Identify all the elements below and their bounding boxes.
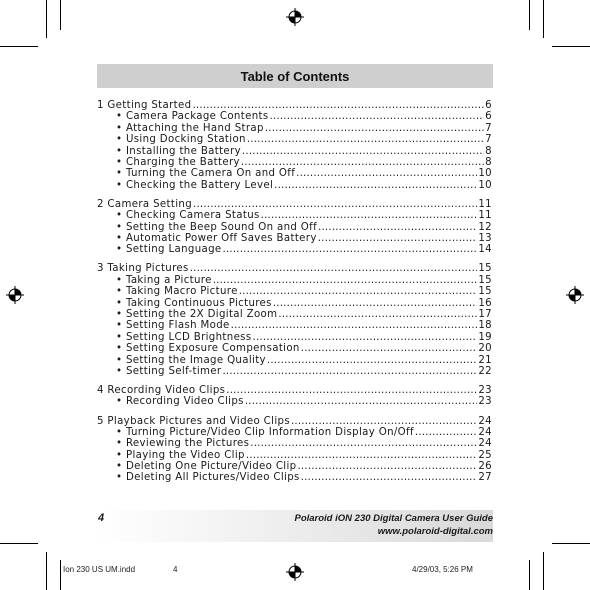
leader-dots <box>273 298 477 309</box>
toc-entry <box>97 438 492 449</box>
toc-entry-page: 11 <box>478 210 492 222</box>
crop-mark-bottom-left-inner-v <box>60 560 61 590</box>
slug-filename: Ion 230 US UM.indd <box>63 565 136 574</box>
registration-mark-icon <box>286 8 304 26</box>
toc-entry-label: • Setting Language <box>116 244 222 256</box>
toc-entry-page: 23 <box>478 396 492 408</box>
leader-dots <box>415 427 477 438</box>
leader-dots <box>301 343 478 354</box>
leader-dots <box>318 233 478 244</box>
toc-entry-page: 8 <box>485 156 492 168</box>
toc-entry-label: • Checking Camera Status <box>116 210 260 222</box>
toc-entry <box>97 396 492 407</box>
leader-dots <box>247 134 484 145</box>
toc-entry-label: • Checking the Battery Level <box>116 179 274 191</box>
leader-dots <box>192 100 484 111</box>
toc-section <box>97 100 492 191</box>
toc-entry <box>97 309 492 320</box>
toc-section <box>97 199 492 256</box>
toc-entry-page: 14 <box>478 244 492 256</box>
toc-entry-page: 26 <box>478 461 492 473</box>
toc-chapter <box>97 416 492 427</box>
toc-entry-page: 16 <box>478 297 492 309</box>
toc-entry <box>97 157 492 168</box>
toc-entry <box>97 286 492 297</box>
leader-dots <box>265 123 484 134</box>
toc-entry <box>97 222 492 233</box>
table-of-contents <box>97 100 492 492</box>
toc-entry <box>97 123 492 134</box>
toc-entry-label: • Attaching the Hand Strap <box>116 122 264 134</box>
toc-entry-page: 10 <box>478 179 492 191</box>
toc-entry-label: • Camera Package Contents <box>116 111 269 123</box>
crop-mark-bottom-left-vertical <box>46 552 47 590</box>
leader-dots <box>222 366 477 377</box>
toc-entry-page: 21 <box>478 354 492 366</box>
leader-dots <box>246 450 477 461</box>
toc-entry-label: • Deleting One Picture/Video Clip <box>116 461 297 473</box>
toc-entry <box>97 332 492 343</box>
toc-entry-label: • Setting the Beep Sound On and Off <box>116 221 318 233</box>
leader-dots <box>274 180 477 191</box>
toc-entry-page: 6 <box>485 111 492 123</box>
leader-dots <box>226 385 477 396</box>
toc-entry-label: • Turning the Camera On and Off <box>116 168 296 180</box>
registration-mark-icon <box>286 563 304 581</box>
leader-dots <box>291 416 477 427</box>
toc-entry <box>97 210 492 221</box>
toc-chapter-label: 4 Recording Video Clips <box>97 385 226 397</box>
toc-chapter-label: 3 Taking Pictures <box>97 263 189 275</box>
leader-dots <box>239 286 478 297</box>
toc-entry-label: • Taking Continuous Pictures <box>116 297 272 309</box>
crop-mark-top-left-horizontal <box>0 46 38 47</box>
page-number: 4 <box>98 512 105 524</box>
toc-chapter <box>97 199 492 210</box>
toc-chapter <box>97 385 492 396</box>
leader-dots <box>318 222 477 233</box>
toc-chapter <box>97 100 492 111</box>
toc-entry <box>97 244 492 255</box>
leader-dots <box>261 210 478 221</box>
toc-entry-label: • Turning Picture/Video Clip Information Display On/Off <box>116 426 414 438</box>
toc-entry-label: • Installing the Battery <box>116 145 241 157</box>
leader-dots <box>193 199 477 210</box>
leader-dots <box>245 396 478 407</box>
leader-dots <box>231 320 478 331</box>
toc-entry <box>97 343 492 354</box>
leader-dots <box>267 355 477 366</box>
leader-dots <box>278 309 477 320</box>
crop-mark-bottom-right-inner-v <box>529 560 530 590</box>
toc-entry-label: • Automatic Power Off Saves Battery <box>116 232 317 244</box>
toc-entry <box>97 134 492 145</box>
leader-dots <box>241 157 484 168</box>
toc-entry-page: 7 <box>485 122 492 134</box>
toc-section <box>97 385 492 408</box>
crop-mark-top-right-vertical <box>543 0 544 38</box>
toc-entry <box>97 461 492 472</box>
crop-mark-top-right-horizontal <box>552 46 590 47</box>
leader-dots <box>250 438 477 449</box>
toc-entry-label: • Recording Video Clips <box>116 396 244 408</box>
toc-entry-label: • Setting LCD Brightness <box>116 331 252 343</box>
leader-dots <box>297 461 477 472</box>
toc-chapter-label: 1 Getting Started <box>97 100 192 111</box>
toc-entry <box>97 146 492 157</box>
guide-title: Polaroid iON 230 Digital Camera User Guide <box>294 513 493 524</box>
toc-entry-page: 24 <box>478 426 492 438</box>
toc-entry <box>97 320 492 331</box>
toc-entry-page: 10 <box>478 168 492 180</box>
toc-entry-page: 15 <box>478 286 492 298</box>
toc-entry-page: 12 <box>478 221 492 233</box>
toc-chapter-page: 15 <box>478 263 492 275</box>
toc-chapter-page: 24 <box>478 415 492 427</box>
leader-dots <box>190 263 478 274</box>
toc-entry-label: • Setting the 2X Digital Zoom <box>116 309 278 321</box>
toc-chapter <box>97 263 492 274</box>
toc-entry-page: 20 <box>478 343 492 355</box>
toc-entry-label: • Reviewing the Pictures <box>116 438 250 450</box>
leader-dots <box>242 146 484 157</box>
crop-mark-top-left-vertical <box>46 0 47 38</box>
toc-entry <box>97 233 492 244</box>
toc-entry-page: 18 <box>478 320 492 332</box>
toc-entry-label: • Deleting All Pictures/Video Clips <box>116 472 300 484</box>
toc-entry-label: • Charging the Battery <box>116 156 240 168</box>
toc-entry-label: • Setting Exposure Compensation <box>116 343 300 355</box>
toc-entry-page: 25 <box>478 449 492 461</box>
website-url: www.polaroid-digital.com <box>377 526 493 537</box>
toc-section <box>97 263 492 377</box>
toc-entry-page: 13 <box>478 232 492 244</box>
leader-dots <box>253 332 478 343</box>
toc-entry-label: • Taking a Picture <box>116 274 212 286</box>
registration-mark-icon <box>566 286 584 304</box>
toc-entry-page: 22 <box>478 365 492 377</box>
toc-header-bar <box>97 64 493 88</box>
toc-entry <box>97 180 492 191</box>
toc-chapter-page: 23 <box>478 385 492 397</box>
toc-entry-page: 8 <box>485 145 492 157</box>
toc-entry-label: • Taking Macro Picture <box>116 286 238 298</box>
toc-section <box>97 416 492 484</box>
leader-dots <box>301 472 478 483</box>
toc-entry <box>97 275 492 286</box>
toc-entry <box>97 298 492 309</box>
toc-title: Table of Contents <box>240 68 350 84</box>
toc-entry-label: • Setting the Image Quality <box>116 354 266 366</box>
leader-dots <box>223 244 478 255</box>
toc-chapter-page: 11 <box>478 198 492 210</box>
toc-chapter-label: 5 Playback Pictures and Video Clips <box>97 415 290 427</box>
toc-entry-label: • Setting Flash Mode <box>116 320 230 332</box>
crop-mark-bottom-right-vertical <box>543 552 544 590</box>
crop-mark-top-left-inner-v <box>60 0 61 30</box>
toc-entry <box>97 427 492 438</box>
toc-entry <box>97 355 492 366</box>
toc-entry-page: 15 <box>478 274 492 286</box>
crop-mark-bottom-right-horizontal <box>552 543 590 544</box>
toc-entry-page: 24 <box>478 438 492 450</box>
leader-dots <box>296 168 477 179</box>
toc-entry <box>97 168 492 179</box>
leader-dots <box>213 275 478 286</box>
toc-entry <box>97 111 492 122</box>
registration-mark-icon <box>6 286 24 304</box>
leader-dots <box>270 111 485 122</box>
toc-entry-page: 19 <box>478 331 492 343</box>
toc-entry <box>97 450 492 461</box>
toc-entry-page: 17 <box>478 309 492 321</box>
toc-entry-page: 27 <box>478 472 492 484</box>
toc-entry <box>97 366 492 377</box>
toc-entry-label: • Playing the Video Clip <box>116 449 245 461</box>
slug-timestamp: 4/29/03, 5:26 PM <box>412 565 473 574</box>
toc-entry-label: • Setting Self-timer <box>116 365 222 377</box>
toc-entry-label: • Using Docking Station <box>116 134 246 146</box>
crop-mark-top-right-inner-v <box>529 0 530 30</box>
toc-entry-page: 7 <box>485 134 492 146</box>
toc-chapter-label: 2 Camera Setting <box>97 198 193 210</box>
slug-page: 4 <box>173 565 178 574</box>
toc-entry <box>97 472 492 483</box>
toc-chapter-page: 6 <box>485 100 492 111</box>
crop-mark-bottom-left-horizontal <box>0 543 38 544</box>
